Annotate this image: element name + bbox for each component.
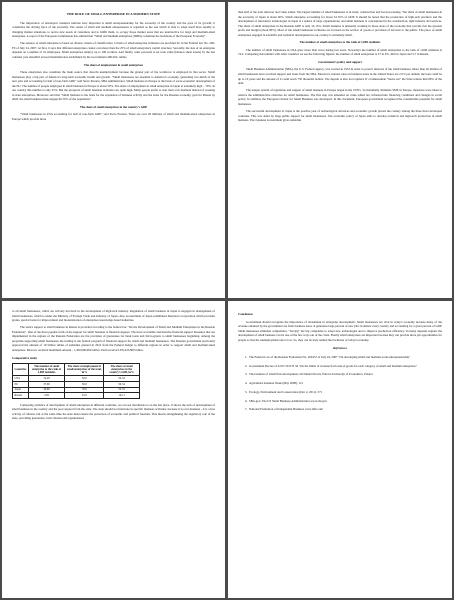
reference-item: 1. The Federal Law of the Russian Federation No. 209-FZ of July 24, 2007 "On developing small and medium-scale entrepreneurship" [248,355,442,360]
reference-item: 6. SBA.gov: The US Small Business Administration www.sba.gov [248,399,442,404]
section-heading-employment: The share of employment in small enterprises [83,62,144,67]
page-2 [228,2,452,298]
table-cell: Russia [13,393,29,399]
page-1 [2,2,225,298]
table-header-cell: The share of employment in small enterprises of the total, In% [65,364,104,376]
employment-paragraph: These enterprises also constitute the main source that absorbs unemployment because the greater part of the workforce is employed in that sector. Small businesses play a big part of America's long-term economic health and growth. "Small businesses are essential to America's economy, generating two-thirds of the new jobs and accounting for half of non-farm GDP," said Steve Preston, SBA Administrator. Small business in Europe is the basis of socio-economic development of the EU. The number of people employed in small business in Europe is about 50%. The share of employment in small enterprise in Japan at extremely high – 70%. In our country this number is only 25%. But the prospects of small business in Russia are quite high. Many people prefer to start their own business instead of working in state enterprises. Moreover said that "Small business is the basis for the expansion of business activity and the basis for the Russian economy, goal for Russia by 2020, the small business must engage 60-70% of the population". [12,70,215,102]
table-cell: 50-52 [104,376,140,382]
section-heading-policy: Government's policy and support [318,59,362,64]
table-cell: 5.65 [28,393,65,399]
table-cell: 10-11 [104,393,140,399]
reference-item: 4. Agriculture business Week (May 2008). 121 [248,381,442,386]
policy-paragraph-usa: Small Business Administration (SBA), the U.S. Federal agency, was created in 1953 in order to protect interests of the small business. More than 26 million of small businesses have received support and loans from the SBA. Moreover, interest rates on business loans in the United States are 2.5% per annum, the loan could be up to 10 years and the amount of it could reach 750 thousand dollars. The deposit is also not required. If a businessman "burns out" the State returns him 80% of the debt. [238,67,442,86]
number-paragraph: The number of small businesses in USA grew more than twice during last years. Nowadays the number of small enterprises to the rank of 1,000 residents is 74.2. Comparing this number with other countries we see the following figures: the number of small enterprises is 37 in EU, 49.6 in Japan and 5.7 in Russia. [238,47,442,57]
section-heading-conclusion: Conclusion [238,312,253,316]
table-header-row [13,364,140,376]
table-cell: 70.0 [65,387,104,393]
comparison-table [12,363,140,399]
references-heading: References [333,346,347,351]
table-cell: 74.20 [28,376,65,382]
table-header-cell: The share of small enterprises in the country's GDP, In% [104,364,140,376]
references-list [238,355,442,412]
page-3 [2,301,225,598]
gdp-paragraph: "Small businesses in USA accounting for half of non-farm GDP," said Steve Preston. There are over 20 millions of small and medium-sized enterprises in Europe which provide more [12,112,215,121]
reference-item: 2. Government Decree of 22.07.2013 N 56 "On the limits of revenue from sale of goods for each category of small and medium enterprises" [248,364,442,369]
table-cell: Japan [13,387,29,393]
table-cell: 37.00 [28,382,65,388]
table-cell: 50.0 [65,382,104,388]
continued-paragraph: than half of the total turnover and value added. The largest number of small businesses is in trade, construction and food processing. The share of small businesses in the economy of Japan is about 40%. Small enterprise accounting for about 52-55% of GDP. It should be noted that the production of high-tech products and the development of innovative technologies in Japan is a sphere of large organizations, and small business is concentrated in the construction, light industry and services. The share of small enterprises in the Russian GDP is only 10-15%. Small business is primarily working in those areas of the economy that provide fast the greatest profit and margin (about 80%). Most of the small businesses in Russia are focused on the service of goods or provision of services to the public. The place of small enterprises engaged in scientific and technical development in our country is extremely small. [238,10,442,37]
page-4 [228,301,452,598]
table-cell: 49.60 [28,387,65,393]
table-header-cell: The number of small enterprise to the rank of 1,000 residents [28,364,65,376]
state-support-paragraph: The state's support to small business in Russia is provided according to the federal law "On the Development of Small and Medium Enterprises in the Russian Federation". One of the most popular form of the support for small business is financial support. The most accessible and massive financial support measures that are implemented in the regions of the Russian Federation are the provision of guarantees for bank loans and micro-grants to small businesses beginning. Among the programs supporting small businesses the leading is the federal program of financial support for small and medium businesses. The Russian government previously approved the amount of 19 billion rubles of subsidies granted in 2012 from the Federal budget to different regions in order to support small and medium-sized enterprises. Moscow received maximum amount - 1,450,000,000 rubles. Perm received 476,223,800 rubles. [12,325,215,352]
conclusion-paragraph: Government should recognize the importance of investment in enterprise development. Small businesses are vital in today's economy because many of the revenue obtained by the government are from business taxes. It generates large percent of new jobs in almost every country and accounting for a great percent of GDP. Small businesses stimulate competition, "forcing" the big companies to adopt new technologies and to improve production efficiency. In many depends regions the development of small business can be one of the few ways out of the crisis. Finally small enterprises are important because they can provide more job opportunities for people so that the unemployment rate is low. So, they can be truly named the backbone of today's economy. [238,319,442,342]
table-header-cell: Countries [13,364,29,376]
table-cell: 50.0 [65,376,104,382]
document-title: THE ROLE OF SMALL ENTERPRISE IN A MODERN STATE [66,12,161,16]
table-cell: EU [13,382,29,388]
section-heading-gdp: The share of small enterprises in the country's GDP [79,104,148,109]
policy-paragraph-europe: The unique system of regulation and support of small business in Europe began in the 1970's. To maximally stimulate SME in Europe, measures were taken to remove the administrative obstacles for small businesses. The first step was amended on value added tax, infrastructure financing conditions and changes in social policy. In addition, the European Charter for Small Business was developed. In this document, European government recognized the considerable potential for small businesses. [238,88,442,106]
reference-item: 7. National Federation of Independent Business www.nfib.com [248,407,442,412]
concept-paragraph: The essence of small enterprise is based on diverse criteria of classification. Criteria of small enterprise in Russia are provided for in the Federal law No. 209-FZ of July 24, 2007. At first, it says that different enterprises cannot own more than the 25% of small enterprise's capital structure. Secondly, the size of an enterprise depends on a number of its employees. Small enterprises employ up to 100 workers. And finally, sales proceeds is set took value (balance sheet assets) by the last calendar year shouldn't exceed maximum size established by the Government 400 mln. rubles. [12,41,215,59]
table-cell: 50-54 [104,382,140,388]
intro-paragraph: The importance of developed countries indicate how important is small entrepreneurship for the economy of the country and the pace of its growth; it constitutes the driving force of the economy. The center of small and medium entrepreneurs is regarded as the one which is able to adapt itself most rapidly to changing market situations, to notice new needs of customers and to fulfill them, to occupy those market areas that are unattractive for large and medium-sized enterprises. A report of the European Commission has entitled that "Small and medium enterprises (SMEs) constitute the backbone of the European Economy". [12,20,215,39]
reference-item: 3. The business of small firm development, Dr Daniel Noveli, Poltava University of Economics, Poland [248,372,442,377]
table-cell: 52-55 [104,387,140,393]
comparison-paragraph: Comparing statistics of development of small enterprises in different countries, we can see that Russia is on the last place. It shows the lack of development of small business in the country and the poor support from the state. The state should not intervene in specific business activities, because it is over-business - it is a free activity of citizens, but at the same time the state must ensure the protection of economic and political freedom. This means strengthening the regulatory role of the state, providing guarantees, both citizens and organizations [12,402,215,421]
section-heading-number: The number of small enterprises to the rank of 1,000 residents [299,40,381,45]
policy-paragraph-japan: The successful development of Japan is the positive year of technological advances and economic growth placed the country among the three most developed countries. This was aided by large public support for small businesses. The economic policy of Japan aims to develop technical and high-tech production in small business. The Japanese Government gives subsidies [238,109,442,123]
continued-paragraph: to all small businesses, which are actively involved in the development of high-tech industry. Regulation of small business in Japan is engaged in management of small businesses, which is under the Ministry of Foreign Trade and Industry of Japan. Also Government of Japan established Insurance Corporation which provides grants, special loans for improvement and modernization of enterprises knowledge-based industries. [12,309,215,323]
reference-item: 5. Ecology, Environment and Conservation (Dec 2, 2011). 571 [248,390,442,395]
table-cell: 25.0 [65,393,104,399]
section-heading-comparative: Comparative study [12,355,37,360]
table-row [13,393,140,399]
table-cell: USA [13,376,29,382]
